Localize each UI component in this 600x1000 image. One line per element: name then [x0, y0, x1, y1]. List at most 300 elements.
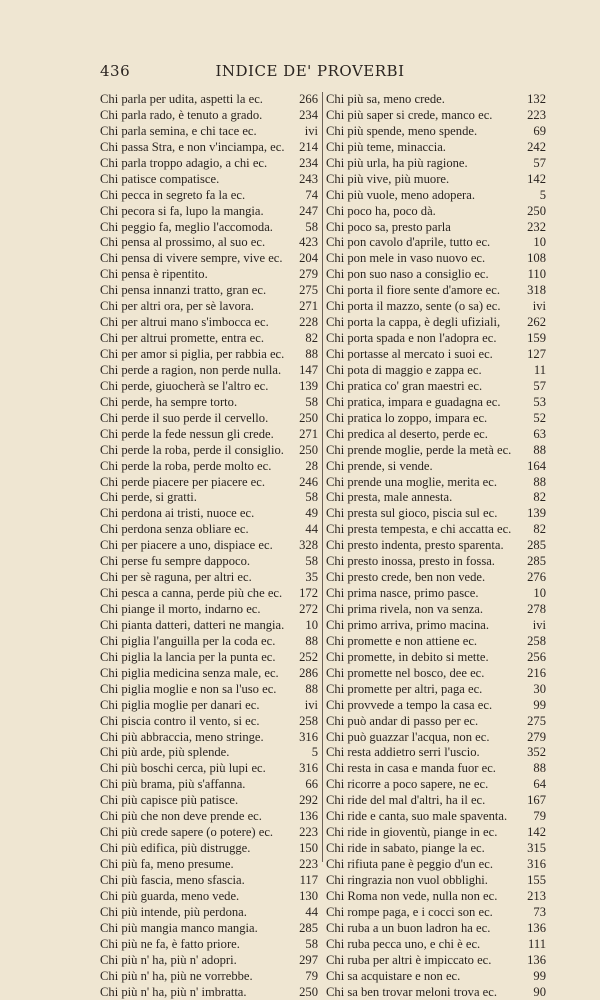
proverb-text: Chi più fa, meno presume.	[100, 857, 292, 873]
page-reference: 88	[292, 347, 318, 363]
page-reference: 275	[520, 714, 546, 730]
page-reference: 52	[520, 411, 546, 427]
proverb-text: Chi ruba a un buon ladron ha ec.	[326, 921, 520, 937]
index-entry	[100, 650, 318, 666]
index-entry	[100, 299, 318, 315]
page-reference: 64	[520, 777, 546, 793]
proverb-text: Chi promette e non attiene ec.	[326, 634, 520, 650]
page-reference: 99	[520, 698, 546, 714]
index-entry	[100, 937, 318, 953]
index-entry	[326, 698, 546, 714]
proverb-text: Chi pon mele in vaso nuovo ec.	[326, 251, 520, 267]
proverb-text: Chi pianta datteri, datteri ne mangia.	[100, 618, 292, 634]
index-entry	[100, 443, 318, 459]
index-entry	[100, 156, 318, 172]
proverb-text: Chi più edifica, più distrugge.	[100, 841, 292, 857]
page-reference: 139	[292, 379, 318, 395]
page-reference: 272	[292, 602, 318, 618]
index-entry	[100, 634, 318, 650]
page-reference: 172	[292, 586, 318, 602]
proverb-text: Chi perde il suo perde il cervello.	[100, 411, 292, 427]
proverb-text: Chi più sa, meno crede.	[326, 92, 520, 108]
proverb-text: Chi più spende, meno spende.	[326, 124, 520, 140]
proverb-text: Chi sa acquistare e non ec.	[326, 969, 520, 985]
page-reference: 28	[292, 459, 318, 475]
index-entry	[100, 347, 318, 363]
proverb-text: Chi può andar di passo per ec.	[326, 714, 520, 730]
proverb-text: Chi peggio fa, meglio l'accomoda.	[100, 220, 292, 236]
page-reference: 279	[292, 267, 318, 283]
page-reference: 57	[520, 156, 546, 172]
page-reference: 228	[292, 315, 318, 331]
index-entry	[326, 714, 546, 730]
proverb-text: Chi porta spada e non l'adopra ec.	[326, 331, 520, 347]
column-divider	[322, 92, 323, 862]
page-reference: 204	[292, 251, 318, 267]
page-reference: 423	[292, 235, 318, 251]
proverb-text: Chi promette nel bosco, dee ec.	[326, 666, 520, 682]
proverb-text: Chi perdona ai tristi, nuoce ec.	[100, 506, 292, 522]
page-reference: 242	[520, 140, 546, 156]
index-column-left	[100, 92, 318, 1000]
proverb-text: Chi perde piacere per piacere ec.	[100, 475, 292, 491]
proverb-text: Chi più crede sapere (o potere) ec.	[100, 825, 292, 841]
page-reference: 88	[292, 634, 318, 650]
page-reference: 256	[520, 650, 546, 666]
index-entry	[326, 522, 546, 538]
page-reference: 139	[520, 506, 546, 522]
page-reference: 5	[292, 745, 318, 761]
proverb-text: Chi per altrui mano s'imbocca ec.	[100, 315, 292, 331]
proverb-text: Chi per sè raguna, per altri ec.	[100, 570, 292, 586]
page-reference: 315	[520, 841, 546, 857]
index-entry	[100, 395, 318, 411]
page-reference: 142	[520, 172, 546, 188]
index-entry	[326, 570, 546, 586]
index-entry	[100, 363, 318, 379]
index-entry	[100, 490, 318, 506]
index-entry	[326, 793, 546, 809]
proverb-text: Chi resta addietro serri l'uscio.	[326, 745, 520, 761]
proverb-text: Chi pon cavolo d'aprile, tutto ec.	[326, 235, 520, 251]
index-entry	[100, 682, 318, 698]
page-reference: 63	[520, 427, 546, 443]
page-reference: 159	[520, 331, 546, 347]
proverb-text: Chi perde la roba, perde il consiglio.	[100, 443, 292, 459]
index-entry	[326, 140, 546, 156]
index-entry	[326, 634, 546, 650]
proverb-text: Chi porta il mazzo, sente (o sa) ec.	[326, 299, 520, 315]
proverb-text: Chi prima rivela, non va senza.	[326, 602, 520, 618]
proverb-text: Chi per amor si piglia, per rabbia ec.	[100, 347, 292, 363]
proverb-text: Chi più brama, più s'affanna.	[100, 777, 292, 793]
index-entry	[326, 825, 546, 841]
page-reference: 318	[520, 283, 546, 299]
index-entry	[100, 889, 318, 905]
index-entry	[100, 554, 318, 570]
proverb-text: Chi più fascia, meno sfascia.	[100, 873, 292, 889]
index-entry	[326, 188, 546, 204]
page-header	[100, 62, 520, 84]
page-reference: 142	[520, 825, 546, 841]
page-reference: 111	[520, 937, 546, 953]
proverb-text: Chi predica al deserto, perde ec.	[326, 427, 520, 443]
proverb-text: Chi pecca in segreto fa la ec.	[100, 188, 292, 204]
page-reference: 243	[292, 172, 318, 188]
proverb-text: Chi piglia medicina senza male, ec.	[100, 666, 292, 682]
index-entry	[100, 602, 318, 618]
proverb-text: Chi più vuole, meno adopera.	[326, 188, 520, 204]
index-entry	[326, 379, 546, 395]
page-reference: 266	[292, 92, 318, 108]
proverb-text: Chi perde a ragion, non perde nulla.	[100, 363, 292, 379]
proverb-text: Chi piglia moglie per danari ec.	[100, 698, 292, 714]
proverb-text: Chi ruba per altri è impiccato ec.	[326, 953, 520, 969]
index-entry	[100, 427, 318, 443]
index-entry	[326, 315, 546, 331]
index-entry	[326, 124, 546, 140]
page-reference: ivi	[520, 299, 546, 315]
proverb-text: Chi pon suo naso a consiglio ec.	[326, 267, 520, 283]
proverb-text: Chi più intende, più perdona.	[100, 905, 292, 921]
index-entry	[100, 506, 318, 522]
index-entry	[100, 124, 318, 140]
page-reference: ivi	[520, 618, 546, 634]
page-reference: 90	[520, 985, 546, 1000]
index-entry	[326, 841, 546, 857]
index-entry	[100, 777, 318, 793]
index-entry	[100, 841, 318, 857]
proverb-text: Chi più ne fa, è fatto priore.	[100, 937, 292, 953]
proverb-text: Chi ride in gioventù, piange in ec.	[326, 825, 520, 841]
page-reference: 213	[520, 889, 546, 905]
page-reference: 279	[520, 730, 546, 746]
page-reference: 5	[520, 188, 546, 204]
proverb-text: Chi parla rado, è tenuto a grado.	[100, 108, 292, 124]
page-reference: 11	[520, 363, 546, 379]
page-reference: 250	[292, 443, 318, 459]
index-entry	[100, 283, 318, 299]
proverb-text: Chi prende moglie, perde la metà ec.	[326, 443, 520, 459]
proverb-text: Chi rompe paga, e i cocci son ec.	[326, 905, 520, 921]
page-reference: 58	[292, 395, 318, 411]
index-entry	[326, 411, 546, 427]
page-reference: 69	[520, 124, 546, 140]
index-entry	[100, 411, 318, 427]
proverb-text: Chi pota di maggio e zappa ec.	[326, 363, 520, 379]
proverb-text: Chi ricorre a poco sapere, ne ec.	[326, 777, 520, 793]
page-reference: 223	[520, 108, 546, 124]
index-entry	[326, 427, 546, 443]
page-reference: 88	[520, 475, 546, 491]
page-reference: 250	[292, 411, 318, 427]
index-entry	[100, 586, 318, 602]
index-entry	[326, 156, 546, 172]
proverb-text: Chi piglia la lancia per la punta ec.	[100, 650, 292, 666]
index-entry	[326, 475, 546, 491]
index-entry	[326, 331, 546, 347]
index-entry	[326, 857, 546, 873]
proverb-text: Chi pratica, impara e guadagna ec.	[326, 395, 520, 411]
page-reference: 10	[520, 586, 546, 602]
page-reference: 82	[520, 490, 546, 506]
index-entry	[326, 666, 546, 682]
index-entry	[100, 714, 318, 730]
page-reference: 10	[292, 618, 318, 634]
page-reference: 223	[292, 857, 318, 873]
proverb-text: Chi presta sul gioco, piscia sul ec.	[326, 506, 520, 522]
index-entry	[326, 650, 546, 666]
page-reference: 234	[292, 108, 318, 124]
proverb-text: Chi piglia moglie e non sa l'uso ec.	[100, 682, 292, 698]
proverb-text: Chi più n' ha, più n' imbratta.	[100, 985, 292, 1000]
page-reference: 232	[520, 220, 546, 236]
proverb-text: Chi più arde, più splende.	[100, 745, 292, 761]
proverb-text: Chi ruba pecca uno, e chi è ec.	[326, 937, 520, 953]
index-entry	[326, 204, 546, 220]
index-entry	[326, 506, 546, 522]
page-reference: 271	[292, 299, 318, 315]
proverb-text: Chi può guazzar l'acqua, non ec.	[326, 730, 520, 746]
proverb-text: Chi portasse al mercato i suoi ec.	[326, 347, 520, 363]
index-entry	[100, 92, 318, 108]
proverb-text: Chi rifiuta pane è peggio d'un ec.	[326, 857, 520, 873]
proverb-text: Chi ringrazia non vuol obblighi.	[326, 873, 520, 889]
proverb-text: Chi pensa innanzi tratto, gran ec.	[100, 283, 292, 299]
page-reference: 82	[520, 522, 546, 538]
page-reference: 247	[292, 204, 318, 220]
proverb-text: Chi piglia l'anguilla per la coda ec.	[100, 634, 292, 650]
page-reference: 30	[520, 682, 546, 698]
index-entry	[326, 889, 546, 905]
index-entry	[100, 220, 318, 236]
index-entry	[326, 937, 546, 953]
page-reference: 250	[520, 204, 546, 220]
proverb-text: Chi resta in casa e manda fuor ec.	[326, 761, 520, 777]
proverb-text: Chi porta il fiore sente d'amore ec.	[326, 283, 520, 299]
proverb-text: Chi presta tempesta, e chi accatta ec.	[326, 522, 520, 538]
index-entry	[100, 921, 318, 937]
page-reference: 316	[292, 730, 318, 746]
proverb-text: Chi passa Stra, e non v'inciampa, ec.	[100, 140, 292, 156]
page-reference: 57	[520, 379, 546, 395]
index-entry	[100, 475, 318, 491]
proverb-text: Chi ride e canta, suo male spaventa.	[326, 809, 520, 825]
proverb-text: Chi più vive, più muore.	[326, 172, 520, 188]
proverb-text: Chi parla semina, e chi tace ec.	[100, 124, 292, 140]
proverb-text: Chi perdona senza obliare ec.	[100, 522, 292, 538]
proverb-text: Chi più guarda, meno vede.	[100, 889, 292, 905]
page-reference: 250	[292, 985, 318, 1000]
page-reference: 147	[292, 363, 318, 379]
index-entry	[100, 761, 318, 777]
proverb-text: Chi presto indenta, presto sparenta.	[326, 538, 520, 554]
proverb-text: Chi più teme, minaccia.	[326, 140, 520, 156]
page-reference: 99	[520, 969, 546, 985]
proverb-text: Chi poco sa, presto parla	[326, 220, 520, 236]
index-entry	[100, 235, 318, 251]
index-entry	[100, 618, 318, 634]
proverb-text: Chi promette per altri, paga ec.	[326, 682, 520, 698]
page-reference: 35	[292, 570, 318, 586]
index-entry	[100, 459, 318, 475]
page-reference: 276	[520, 570, 546, 586]
proverb-text: Chi pesca a canna, perde più che ec.	[100, 586, 292, 602]
page-reference: 316	[520, 857, 546, 873]
page-reference: 275	[292, 283, 318, 299]
proverb-text: Chi più n' ha, più n' adopri.	[100, 953, 292, 969]
page-reference: 136	[292, 809, 318, 825]
page-reference: 74	[292, 188, 318, 204]
proverb-text: Chi per altrui promette, entra ec.	[100, 331, 292, 347]
proverb-text: Chi porta la cappa, è degli ufiziali,	[326, 315, 520, 331]
page-reference: 44	[292, 905, 318, 921]
index-entry	[100, 873, 318, 889]
proverb-text: Chi pensa è ripentito.	[100, 267, 292, 283]
page-reference: 53	[520, 395, 546, 411]
page-reference: 58	[292, 554, 318, 570]
page-reference: 316	[292, 761, 318, 777]
proverb-text: Chi per piacere a uno, dispiace ec.	[100, 538, 292, 554]
proverb-text: Chi patisce compatisce.	[100, 172, 292, 188]
index-entry	[326, 251, 546, 267]
page-reference: 328	[292, 538, 318, 554]
index-column-right	[326, 92, 546, 1000]
page-reference: 164	[520, 459, 546, 475]
index-entry	[326, 777, 546, 793]
proverb-text: Chi sa ben trovar meloni trova ec.	[326, 985, 520, 1000]
proverb-text: Chi prende una moglie, merita ec.	[326, 475, 520, 491]
index-entry	[100, 745, 318, 761]
index-entry	[100, 857, 318, 873]
proverb-text: Chi più boschi cerca, più lupi ec.	[100, 761, 292, 777]
page-reference: 278	[520, 602, 546, 618]
page-reference: 292	[292, 793, 318, 809]
index-entry	[326, 267, 546, 283]
page-reference: 285	[520, 538, 546, 554]
proverb-text: Chi più n' ha, più ne vorrebbe.	[100, 969, 292, 985]
page-reference: 88	[292, 682, 318, 698]
index-entry	[326, 283, 546, 299]
page-reference: 136	[520, 953, 546, 969]
index-entry	[100, 331, 318, 347]
page-reference: 127	[520, 347, 546, 363]
proverb-text: Chi più abbraccia, meno stringe.	[100, 730, 292, 746]
index-entry	[100, 985, 318, 1000]
index-entry	[326, 921, 546, 937]
page-reference: 110	[520, 267, 546, 283]
proverb-text: Chi più urla, ha più ragione.	[326, 156, 520, 172]
index-entry	[326, 235, 546, 251]
page-reference: 258	[292, 714, 318, 730]
index-entry	[326, 985, 546, 1000]
page-reference: 246	[292, 475, 318, 491]
page-reference: 108	[520, 251, 546, 267]
index-entry	[100, 730, 318, 746]
proverb-text: Chi presta, male annesta.	[326, 490, 520, 506]
proverb-text: Chi poco ha, poco dà.	[326, 204, 520, 220]
index-entry	[100, 204, 318, 220]
page-reference: 79	[292, 969, 318, 985]
proverb-text: Chi pensa di vivere sempre, vive ec.	[100, 251, 292, 267]
index-entry	[326, 586, 546, 602]
proverb-text: Chi per altri ora, per sè lavora.	[100, 299, 292, 315]
index-entry	[100, 666, 318, 682]
proverb-text: Chi pratica lo zoppo, impara ec.	[326, 411, 520, 427]
index-entry	[326, 363, 546, 379]
proverb-text: Chi piscia contro il vento, si ec.	[100, 714, 292, 730]
proverb-text: Chi più saper si crede, manco ec.	[326, 108, 520, 124]
page-reference: 58	[292, 937, 318, 953]
index-entry	[326, 538, 546, 554]
proverb-text: Chi parla troppo adagio, a chi ec.	[100, 156, 292, 172]
proverb-text: Chi pensa al prossimo, al suo ec.	[100, 235, 292, 251]
proverb-text: Chi promette, in debito si mette.	[326, 650, 520, 666]
proverb-text: Chi perde, si gratti.	[100, 490, 292, 506]
proverb-text: Chi primo arriva, primo macina.	[326, 618, 520, 634]
page-reference: ivi	[292, 698, 318, 714]
page-reference: 10	[520, 235, 546, 251]
index-entry	[326, 347, 546, 363]
page-title: INDICE DE' PROVERBI	[100, 62, 520, 80]
proverb-text: Chi ride del mal d'altri, ha il ec.	[326, 793, 520, 809]
index-entry	[100, 379, 318, 395]
index-entry	[326, 443, 546, 459]
page-reference: 150	[292, 841, 318, 857]
index-entry	[326, 618, 546, 634]
page-reference: 88	[520, 443, 546, 459]
page-reference: 88	[520, 761, 546, 777]
index-entry	[326, 745, 546, 761]
page-reference: 223	[292, 825, 318, 841]
page-reference: 44	[292, 522, 318, 538]
index-entry	[326, 761, 546, 777]
proverb-text: Chi pecora si fa, lupo la mangia.	[100, 204, 292, 220]
index-entry	[326, 172, 546, 188]
index-entry	[100, 267, 318, 283]
proverb-text: Chi presto crede, ben non vede.	[326, 570, 520, 586]
proverb-text: Chi più mangia manco mangia.	[100, 921, 292, 937]
index-entry	[100, 108, 318, 124]
proverb-text: Chi perde la fede nessun gli crede.	[100, 427, 292, 443]
page-reference: 285	[292, 921, 318, 937]
page-reference: 130	[292, 889, 318, 905]
index-entry	[100, 905, 318, 921]
index-entry	[100, 969, 318, 985]
index-entry	[100, 538, 318, 554]
index-entry	[326, 108, 546, 124]
index-entry	[100, 522, 318, 538]
index-entry	[100, 188, 318, 204]
index-entry	[326, 299, 546, 315]
page-reference: 252	[292, 650, 318, 666]
page-reference: 234	[292, 156, 318, 172]
index-entry	[326, 490, 546, 506]
index-entry	[326, 873, 546, 889]
page-reference: ivi	[292, 124, 318, 140]
index-entry	[326, 554, 546, 570]
index-entry	[326, 682, 546, 698]
page-reference: 82	[292, 331, 318, 347]
index-entry	[100, 140, 318, 156]
proverb-text: Chi prende, si vende.	[326, 459, 520, 475]
page-reference: 58	[292, 220, 318, 236]
page-reference: 132	[520, 92, 546, 108]
index-entry	[100, 793, 318, 809]
index-entry	[100, 315, 318, 331]
page-reference: 214	[292, 140, 318, 156]
page-reference: 286	[292, 666, 318, 682]
